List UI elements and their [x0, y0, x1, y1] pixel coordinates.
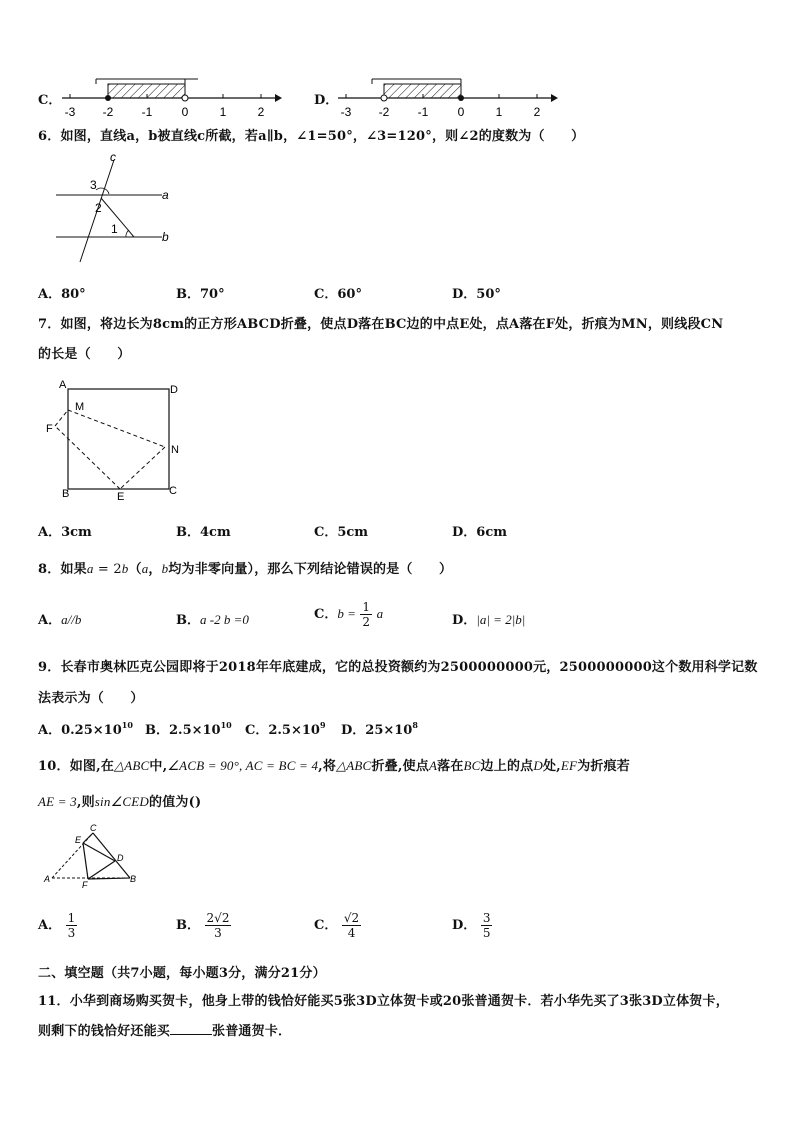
q7-option-b[interactable]: B．4cm [176, 525, 231, 540]
tick-label: 0 [181, 105, 189, 119]
label-F: F [46, 423, 53, 435]
q11-answer-blank[interactable] [170, 1024, 212, 1035]
q11-stem-line2: 则剩下的钱恰好还能买 张普通贺卡． [38, 1024, 292, 1039]
q9-option-b[interactable]: B．$2.5\times 10^{10}$ [145, 720, 232, 738]
q10-option-a[interactable]: A． $\frac{1}{3}$ [38, 911, 76, 940]
q10-stem-line1: 10．如图,在△ABC中,∠ACB = 90°, AC = BC = 4,将△ABC折叠,使点A落在BC边上的点D处,EF为折痕若 [38, 758, 630, 774]
tick-label: -2 [378, 105, 390, 119]
label-D: D [117, 853, 124, 863]
q5-option-c-label: C． [38, 93, 62, 108]
q5-option-d-numberline [336, 74, 566, 124]
label-B: B [62, 488, 70, 500]
label-2: 2 [95, 201, 102, 215]
tick-label: -3 [340, 105, 352, 119]
label-E: E [75, 835, 82, 845]
q6-option-a[interactable]: A．80° [38, 287, 86, 302]
tick-label: -2 [102, 105, 114, 119]
q8-option-b[interactable]: B．a -2 b =0 [176, 612, 249, 628]
label-D: D [170, 384, 178, 396]
q11-stem-line1: 11．小华到商场购买贺卡，他身上带的钱恰好能买5张3D立体贺卡或20张普通贺卡．若小华先买了3张3D立体贺卡， [38, 994, 729, 1009]
label-3: 3 [90, 178, 97, 192]
q6-stem: 6．如图，直线a，b被直线c所截，若a∥b，∠1=50°，∠3=120°，则∠2的度数为（ ） [38, 129, 585, 144]
tick-label: -3 [64, 105, 76, 119]
label-A: A [44, 874, 51, 884]
label-1: 1 [111, 222, 118, 236]
q6-option-b[interactable]: B．70° [176, 287, 225, 302]
q9-option-a[interactable]: A．$0.25\times 10^{10}$ [38, 720, 133, 738]
q10-stem-line2: AE = 3,则sin∠CED的值为() [38, 794, 202, 810]
label-N: N [171, 444, 179, 456]
tick-label: 2 [257, 105, 265, 119]
label-F: F [82, 880, 88, 890]
q6-option-c[interactable]: C．60° [314, 287, 362, 302]
label-C: C [90, 823, 97, 833]
q7-stem-line2: 的长是（ ） [38, 347, 131, 362]
label-b: b [162, 230, 169, 244]
q10-option-b[interactable]: B． $\frac{2√2}{3}$ [176, 911, 230, 940]
q8-option-a[interactable]: A．a//b [38, 612, 82, 628]
label-C: C [169, 485, 177, 497]
label-M: M [75, 401, 85, 413]
q5-option-c-numberline [60, 74, 290, 124]
tick-label: 2 [533, 105, 541, 119]
q7-option-a[interactable]: A．3cm [38, 525, 92, 540]
q7-option-c[interactable]: C．5cm [314, 525, 369, 540]
tick-label: -1 [417, 105, 429, 119]
tick-label: 1 [219, 105, 227, 119]
q8-option-c[interactable]: C．b = $\frac{1}{2}$ a [314, 600, 384, 629]
q10-option-d[interactable]: D． $\frac{3}{5}$ [452, 911, 491, 940]
q10-option-c[interactable]: C． $\frac{√2}{4}$ [314, 911, 360, 940]
q9-option-d[interactable]: D．$25\times 10^8$ [341, 720, 418, 738]
q9-stem-line1: 9．长春市奥林匹克公园即将于2018年年底建成，它的总投资额约为2500000000元，2500000000这个数用科学记数 [38, 660, 758, 675]
tick-label: 1 [495, 105, 503, 119]
label-c: c [110, 150, 116, 164]
section-heading: 二、填空题（共7小题，每小题3分，满分21分） [38, 966, 326, 981]
label-a: a [162, 188, 169, 202]
q7-stem-line1: 7．如图，将边长为8cm的正方形ABCD折叠，使点D落在BC边的中点E处，点A落在F处，折痕为MN，则线段CN [38, 317, 724, 332]
q7-figure [42, 376, 192, 501]
label-A: A [59, 379, 67, 391]
label-B: B [130, 874, 137, 884]
q8-stem: 8．如果a = 2b（a，b均为非零向量），那么下列结论错误的是（ ） [38, 561, 453, 577]
label-E: E [117, 491, 125, 501]
tick-label: 0 [457, 105, 465, 119]
q5-option-d-label: D． [314, 93, 339, 108]
q8-option-d[interactable]: D．|a| = 2|b| [452, 612, 526, 628]
q6-figure [52, 150, 177, 270]
q9-stem-line2: 法表示为（ ） [38, 691, 144, 706]
tick-label: -1 [141, 105, 153, 119]
q6-option-d[interactable]: D．50° [452, 287, 501, 302]
q10-figure [38, 820, 148, 890]
q9-option-c[interactable]: C．$2.5\times 10^9$ [245, 720, 326, 738]
q7-option-d[interactable]: D．6cm [452, 525, 507, 540]
